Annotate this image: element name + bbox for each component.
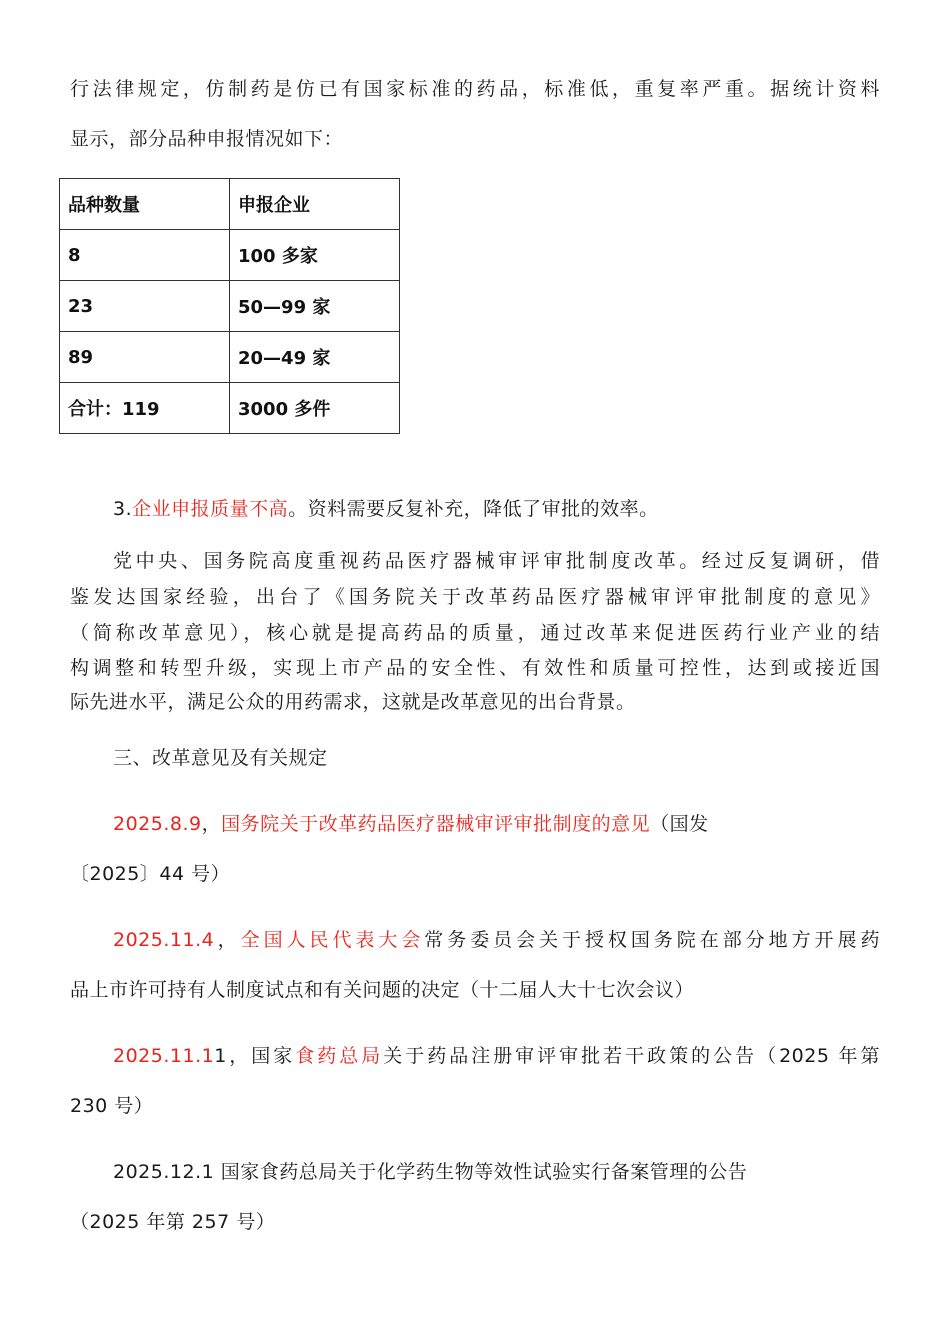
regulation-separator: ， xyxy=(201,813,222,835)
table-cell: 50—99 家 xyxy=(230,281,400,332)
intro-line-1: 行法律规定，仿制药是仿已有国家标准的药品，标准低，重复率严重。据统计资料 xyxy=(70,78,880,100)
regulation-date-suffix: 1 xyxy=(214,1045,227,1067)
table-header-cell: 品种数量 xyxy=(60,179,230,230)
regulation-4-line-1: 2025.12.1 国家食药总局关于化学药生物等效性试验实行备案管理的公告 xyxy=(113,1161,748,1183)
regulation-3-line-1 xyxy=(113,1043,880,1069)
regulation-title: 国务院关于改革药品医疗器械审评审批制度的意见 xyxy=(221,813,651,835)
regulation-4-line-2: （2025 年第 257 号） xyxy=(70,1211,276,1233)
point-number: 3. xyxy=(113,498,133,520)
background-line-1: 党中央、国务院高度重视药品医疗器械审评审批制度改革。经过反复调研，借 xyxy=(113,550,880,572)
regulation-title: 食药总局 xyxy=(295,1045,384,1067)
regulation-date: 2025.11.1 xyxy=(113,1045,215,1067)
regulation-title: 全国人民代表大会 xyxy=(240,929,425,951)
table-cell: 100 多家 xyxy=(230,230,400,281)
regulation-1-line-1 xyxy=(113,811,880,837)
section-3-title: 三、改革意见及有关规定 xyxy=(113,747,328,769)
table-cell: 20—49 家 xyxy=(230,332,400,383)
point-3-paragraph xyxy=(113,496,880,522)
table-cell: 合计：119 xyxy=(60,383,230,434)
regulation-3-line-2: 230 号） xyxy=(70,1095,154,1117)
regulation-text: 常务委员会关于授权国务院在部分地方开展药 xyxy=(424,929,880,951)
background-line-2: 鉴发达国家经验，出台了《国务院关于改革药品医疗器械审评审批制度的意见》 xyxy=(70,586,880,608)
point-highlight: 企业申报质量不高 xyxy=(132,498,289,520)
regulation-2-line-1 xyxy=(113,927,880,953)
background-line-5: 际先进水平，满足公众的用药需求，这就是改革意见的出台背景。 xyxy=(70,691,636,713)
table-cell: 23 xyxy=(60,281,230,332)
regulation-date: 2025.11.4 xyxy=(113,929,215,951)
table-cell: 89 xyxy=(60,332,230,383)
regulation-1-line-2: 〔2025〕44 号） xyxy=(70,863,231,885)
regulation-2-line-2: 品上市许可持有人制度试点和有关问题的决定（十二届人大十七次会议） xyxy=(70,979,695,1001)
table-header-row xyxy=(60,179,400,230)
background-line-4: 构调整和转型升级，实现上市产品的安全性、有效性和质量可控性，达到或接近国 xyxy=(70,657,880,679)
table-cell: 8 xyxy=(60,230,230,281)
table-row xyxy=(60,230,400,281)
regulation-text: （国发 xyxy=(650,813,709,835)
table-header-cell: 申报企业 xyxy=(230,179,400,230)
regulation-separator: ， xyxy=(214,929,241,951)
table-row xyxy=(60,383,400,434)
regulation-date: 2025.8.9 xyxy=(113,813,202,835)
point-text: 。资料需要反复补充，降低了审批的效率。 xyxy=(288,498,659,520)
background-line-3: （简称改革意见），核心就是提高药品的质量，通过改革来促进医药行业产业的结 xyxy=(70,622,880,644)
table-cell: 3000 多件 xyxy=(230,383,400,434)
table-row xyxy=(60,281,400,332)
regulation-text: ，国家 xyxy=(226,1045,296,1067)
intro-line-2: 显示，部分品种申报情况如下： xyxy=(70,128,344,150)
table-row xyxy=(60,332,400,383)
application-stats-table xyxy=(59,178,400,434)
regulation-text: 关于药品注册审评审批若干政策的公告（2025 年第 xyxy=(383,1045,880,1067)
